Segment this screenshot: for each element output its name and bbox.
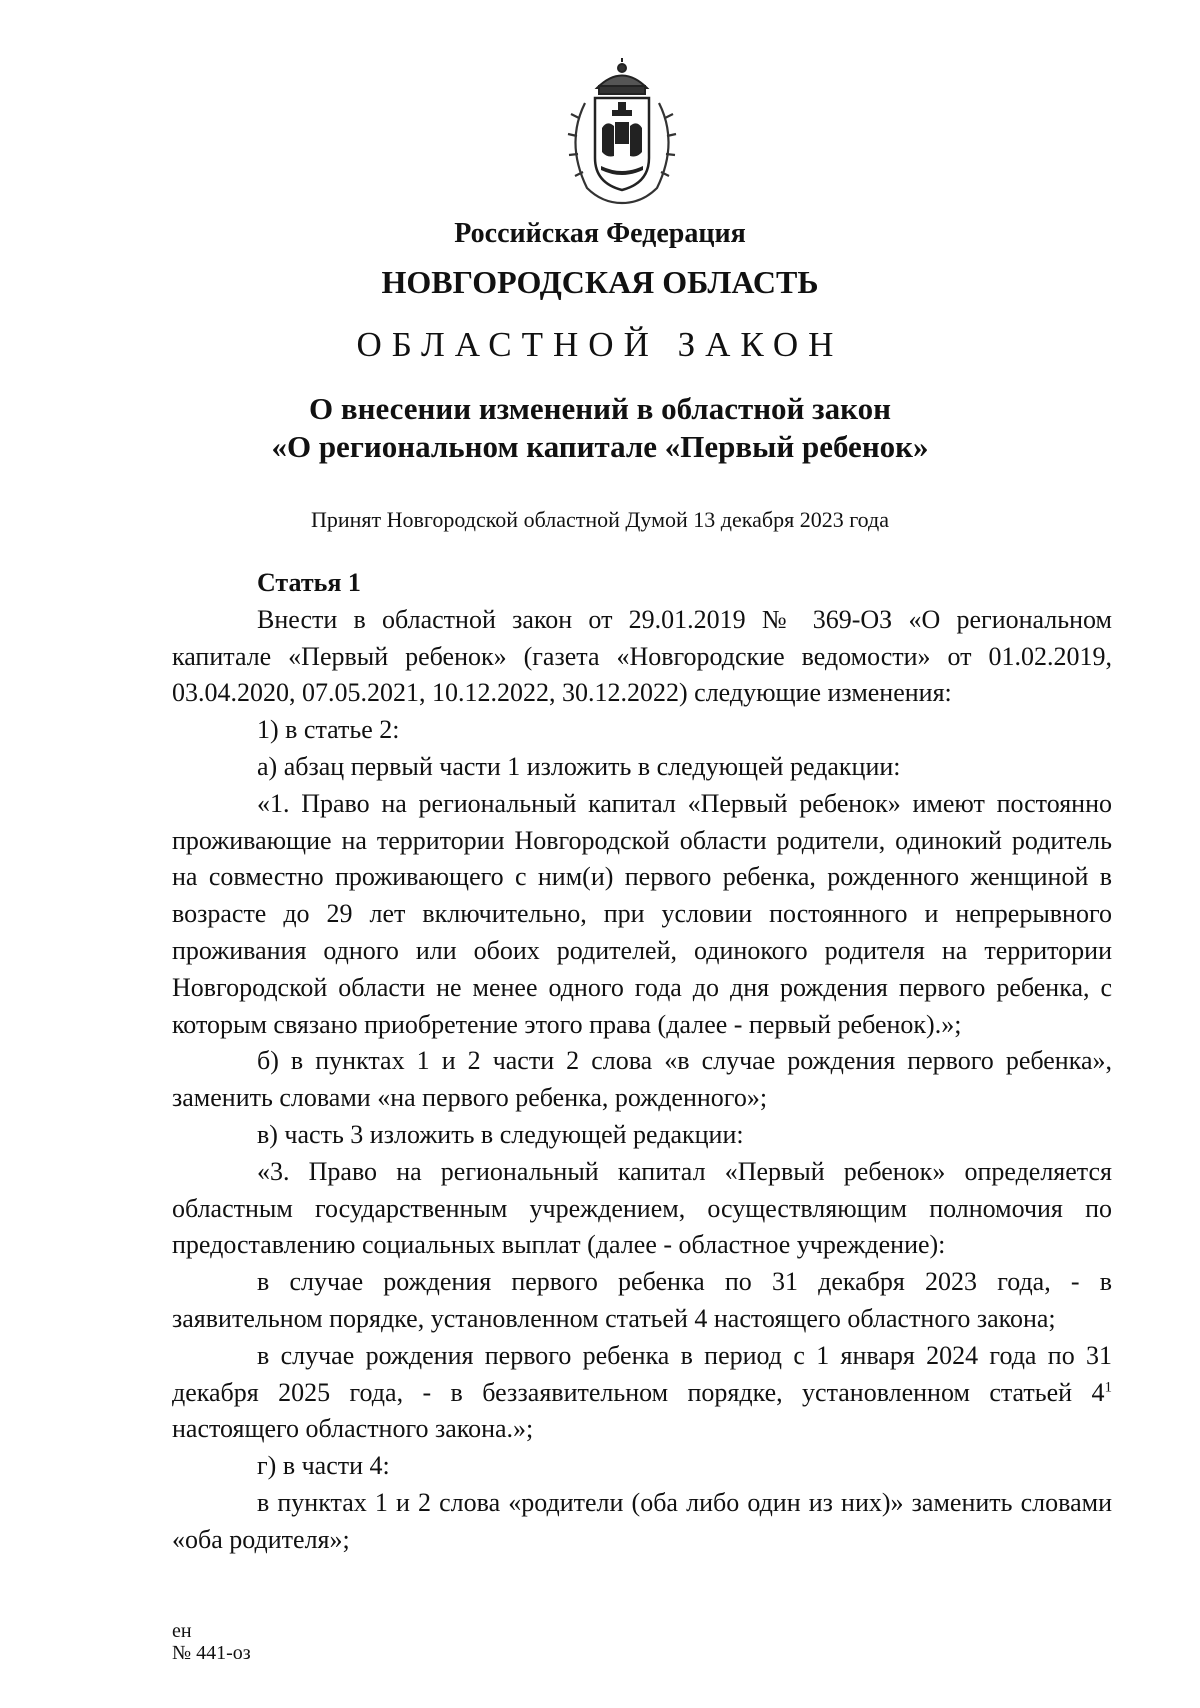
- paragraph-quote-1: «1. Право на региональный капитал «Первый ребенок» имеют постоянно проживающие на территории Новгородской области родители, одинокий родитель на совместно проживающего с ним(и) первого ребенка, рожденного женщиной в возрасте до 29 лет включительно, при условии постоянного и непрерывного проживания одного или обоих родителей, одинокого родителя на территории Новгородской области не менее одного года до дня рождения первого ребенка, с которым связано приобретение этого права (далее - первый ребенок).»;: [172, 788, 1112, 1039]
- document-footer-code: [172, 1620, 251, 1664]
- paragraph-item-b: б) в пунктах 1 и 2 части 2 слова «в случае рождения первого ребенка», заменить словами «на первого ребенка, рожденного»;: [172, 1046, 1112, 1113]
- paragraph-item-v: в) часть 3 изложить в следующей редакции:: [257, 1119, 744, 1149]
- law-title: [0, 390, 1200, 466]
- law-title-line-1: О внесении изменений в областной закон: [309, 391, 891, 426]
- paragraph-case-2024-text: в случае рождения первого ребенка в период с 1 января 2024 года по 31 декабря 2025 года, - в беззаявительном порядке, установленном статьей 4: [172, 1340, 1112, 1407]
- region-name: НОВГОРОДСКАЯ ОБЛАСТЬ: [381, 264, 819, 300]
- paragraph-case-2023: в случае рождения первого ребенка по 31 декабря 2023 года, - в заявительном порядке, установленном статьей 4 настоящего областного закона;: [172, 1267, 1112, 1333]
- paragraph-item-1: 1) в статье 2:: [257, 715, 400, 745]
- country-name: Российская Федерация: [454, 218, 746, 249]
- paragraph-case-2024-tail: настоящего областного закона.»;: [172, 1414, 534, 1444]
- law-type-heading: ОБЛАСТНОЙ ЗАКОН: [356, 325, 844, 364]
- footer-initials: ен: [172, 1620, 192, 1642]
- adoption-note: Принят Новгородской областной Думой 13 декабря 2023 года: [310, 507, 889, 532]
- footer-number: № 441-оз: [172, 1642, 251, 1664]
- paragraph-intro: Внести в областной закон от 29.01.2019 № 369-ОЗ «О региональном капитале «Первый ребенок» (газета «Новгородские ведомости» от 01.02.2019, 03.04.2020, 07.05.2021, 10.12.2022, 30.12.2022) следующие изменения:: [172, 604, 1112, 708]
- paragraph-item-g: г) в части 4:: [257, 1451, 390, 1481]
- article-heading: Статья 1: [257, 568, 361, 597]
- paragraph-case-2024: [172, 1338, 1112, 1448]
- coat-of-arms-emblem: [557, 58, 687, 208]
- law-title-line-2: «О региональном капитале «Первый ребенок»: [271, 429, 929, 464]
- paragraph-item-a: а) абзац первый части 1 изложить в следующей редакции:: [257, 751, 901, 781]
- article-superscript: 1: [1104, 1378, 1112, 1395]
- paragraph-quote-3: «3. Право на региональный капитал «Первый ребенок» определяется областным государственным учреждением, осуществляющим полномочия по предоставлению социальных выплат (далее - областное учреждение):: [172, 1156, 1112, 1260]
- article-body: [172, 565, 1112, 1559]
- paragraph-item-g-text: в пунктах 1 и 2 слова «родители (оба либо один из них)» заменить словами «оба родителя»;: [172, 1487, 1112, 1554]
